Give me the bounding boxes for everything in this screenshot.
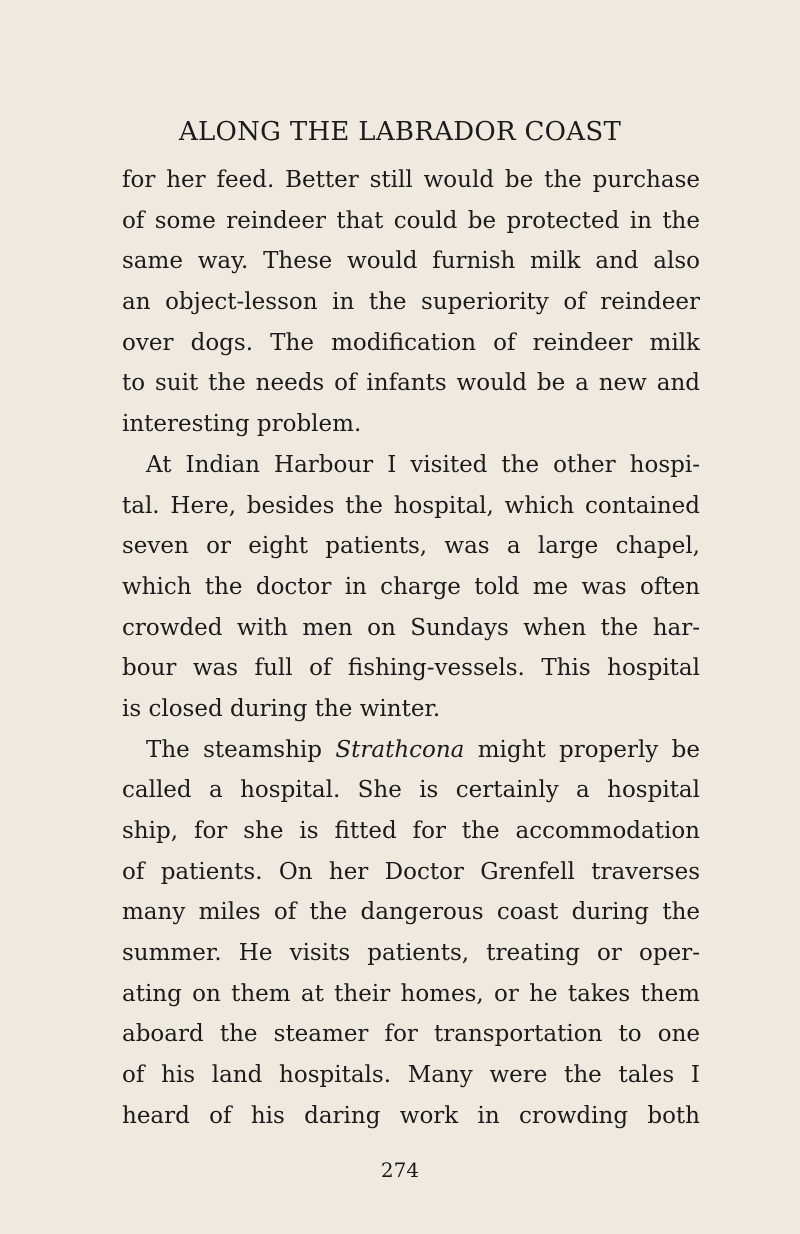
text-line: to suit the needs of infants would be a new and <box>122 370 700 397</box>
ship-name: Strathcona <box>335 736 465 763</box>
text-line: is closed during the winter. <box>122 695 441 722</box>
text-line: of patients. On her Doctor Grenfell traverses <box>122 858 700 885</box>
text-line: tal. Here, besides the hospital, which contained <box>122 492 700 519</box>
running-head: ALONG THE LABRADOR COAST <box>178 117 622 147</box>
text-segment: might properly be <box>464 736 700 763</box>
text-line: which the doctor in charge told me was often <box>122 573 700 600</box>
text-line: same way. These would furnish milk and also <box>122 248 700 275</box>
text-line: seven or eight patients, was a large chapel, <box>122 533 700 560</box>
text-line: summer. He visits patients, treating or oper- <box>122 940 700 967</box>
page-number: 274 <box>380 1158 420 1182</box>
text-line: an object-lesson in the superiority of reindeer <box>122 289 700 316</box>
text-line: many miles of the dangerous coast during the <box>122 899 700 926</box>
text-line: ship, for she is fitted for the accommodation <box>122 818 700 844</box>
text-line: bour was full of fishing-vessels. This hospital <box>122 655 700 682</box>
text-segment: The steamship <box>146 736 336 763</box>
text-line: over dogs. The modification of reindeer milk <box>122 329 700 356</box>
text-line: of some reindeer that could be protected in the <box>122 207 700 234</box>
text-line: of his land hospitals. Many were the tales I <box>122 1062 700 1089</box>
text-line: crowded with men on Sundays when the har- <box>122 614 700 641</box>
text-line <box>122 730 700 771</box>
text-line: ating on them at their homes, or he takes them <box>122 980 700 1007</box>
text-line: aboard the steamer for transportation to one <box>122 1021 700 1048</box>
text-line: for her feed. Better still would be the purchase <box>122 167 700 193</box>
text-line: At Indian Harbour I visited the other hospi- <box>146 451 700 478</box>
text-line: interesting problem. <box>122 411 362 438</box>
text-line: heard of his daring work in crowding both <box>122 1102 700 1129</box>
text-line: called a hospital. She is certainly a hospital <box>122 777 700 804</box>
body-text <box>122 160 700 1137</box>
